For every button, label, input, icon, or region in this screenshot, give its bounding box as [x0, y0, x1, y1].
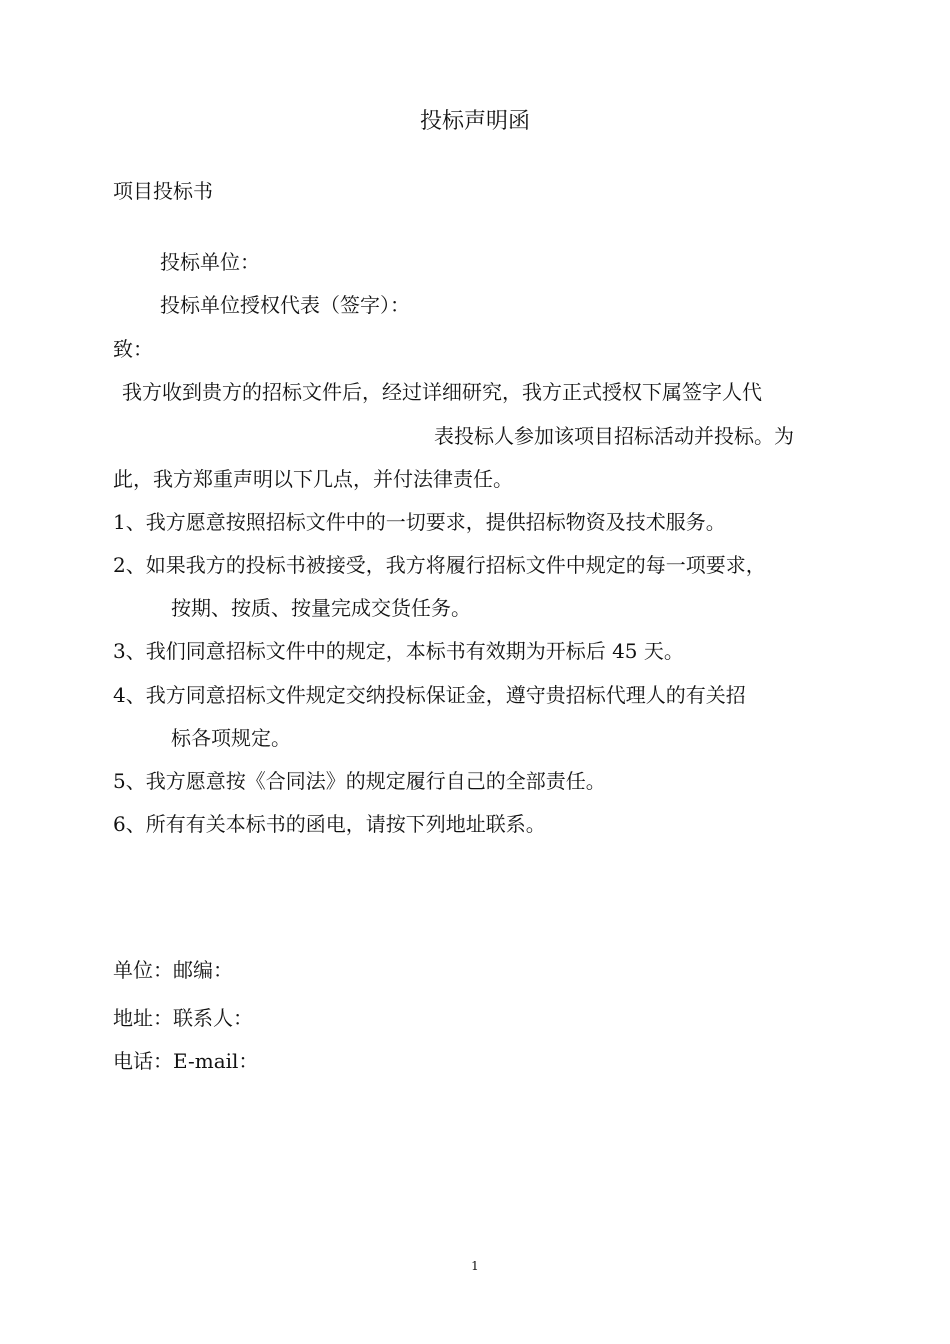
declaration-item-2-line-2: 按期、按质、按量完成交货任务。: [171, 596, 471, 620]
contact-address-person: 地址：联系人：: [113, 1006, 253, 1030]
declaration-item-4-line-2: 标各项规定。: [171, 726, 291, 750]
intro-paragraph-line-3: 此，我方郑重声明以下几点，并付法律责任。: [113, 467, 513, 491]
intro-paragraph-line-1: 我方收到贵方的招标文件后，经过详细研究，我方正式授权下属签字人代: [122, 380, 762, 404]
bidder-unit-label: 投标单位：: [160, 250, 260, 274]
contact-unit-postcode: 单位：邮编：: [113, 958, 233, 982]
declaration-item-1: 1、我方愿意按照招标文件中的一切要求，提供招标物资及技术服务。: [113, 510, 726, 534]
document-title: 投标声明函: [419, 109, 530, 134]
declaration-item-5: 5、我方愿意按《合同法》的规定履行自己的全部责任。: [113, 769, 606, 793]
project-line: 项目投标书: [113, 179, 213, 203]
salutation: 致：: [113, 337, 153, 361]
declaration-item-2-line-1: 2、如果我方的投标书被接受，我方将履行招标文件中规定的每一项要求，: [113, 553, 766, 577]
intro-paragraph-line-2: 表投标人参加该项目招标活动并投标。为: [434, 424, 794, 448]
contact-phone-email: 电话：E-mail：: [113, 1049, 259, 1073]
page-number: 1: [471, 1259, 479, 1273]
authorized-representative-label: 投标单位授权代表（签字）：: [160, 293, 410, 317]
declaration-item-4-line-1: 4、我方同意招标文件规定交纳投标保证金，遵守贵招标代理人的有关招: [113, 683, 746, 707]
declaration-item-3: 3、我们同意招标文件中的规定，本标书有效期为开标后 45 天。: [113, 639, 684, 663]
declaration-item-6: 6、所有有关本标书的函电，请按下列地址联系。: [113, 812, 546, 836]
